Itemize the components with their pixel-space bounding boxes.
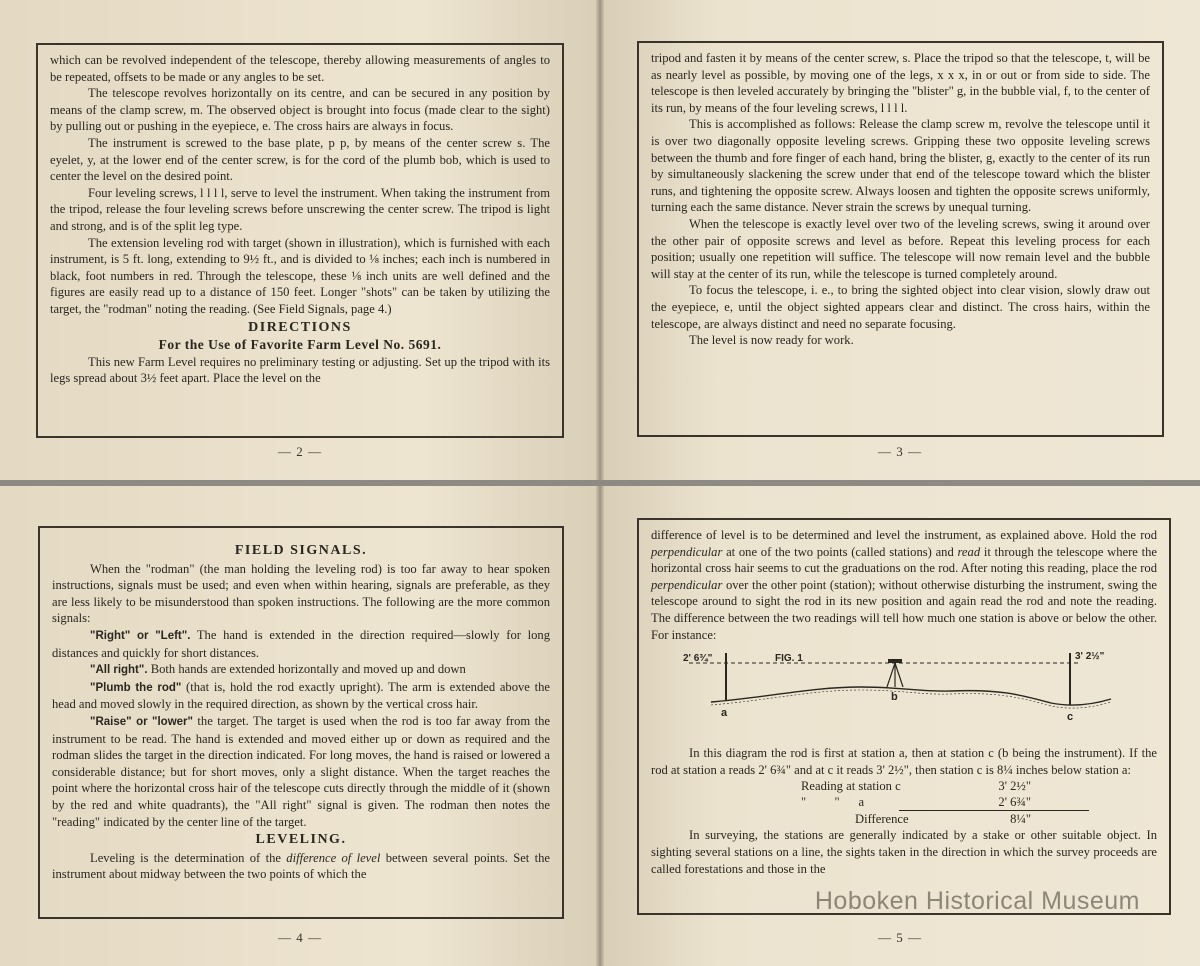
station-c-label: c	[1067, 711, 1074, 724]
museum-watermark: Hoboken Historical Museum	[814, 887, 1140, 915]
page-3-paragraph: To focus the telescope, i. e., to bring the sighted object into clear vision, slowly draw out the eyepiece, e, until the object sighted appears clear and distinct. The cross hairs, within the telescope, are always distinct and need no separate focusing.	[651, 283, 1150, 331]
station-a-label: a	[721, 707, 728, 720]
page-number: — 4 —	[278, 930, 322, 945]
text-run: difference of level is to be determined and level the instrument, as explained above. Hold the rod	[651, 528, 1157, 542]
field-signals-heading: FIELD SIGNALS.	[234, 543, 368, 558]
top-spread	[0, 0, 1200, 480]
page-2-paragraph: This new Farm Level requires no preliminary testing or adjusting. Set up the tripod with its legs spread about 3½ feet apart. Place the level on the	[50, 354, 550, 386]
text-run: it through the telescope where the horizontal cross hair seems to cut the graduations on the rod. After noting this reading, place the rod	[651, 544, 1157, 576]
page-5-paragraph: In surveying, the stations are generally indicated by a stake or other suitable object. In sighting several stations on a line, the sights taken in the direction in which the survey proceeds are called forestations and those in the	[651, 828, 1157, 876]
signal-text: The hand is extended in the direction required—slowly for long distances and quickly for short distances.	[52, 627, 550, 660]
page-3-paragraph: tripod and fasten it by means of the center screw, s. Place the tripod so that the telescope, t, will be as nearly level as possible, by moving one of the legs, x x x, in or out or from side to side. The telescope is then leveled accurately by bringing the "blister" g, in the bubble vial, f, to the center of its run, by means of the four leveling screws, l l l l.	[651, 51, 1150, 115]
signal-raise-lower	[52, 713, 550, 830]
page-number: — 5 —	[878, 930, 922, 945]
signal-all-right	[52, 661, 550, 679]
page-5	[600, 486, 1200, 966]
calc-value: 2' 6¾"	[998, 795, 1031, 810]
page-3-paragraph: When the telescope is exactly level over two of the leveling screws, swing it around over the other pair of opposite screws and level as before. Repeat this leveling process for each position; usually one repetition will suffice. The telescope will now remain level and the bubble will stay at the center of its run, while the telescope is turned completely around.	[651, 216, 1150, 281]
signal-right-left	[52, 627, 550, 661]
book-gutter	[596, 0, 604, 480]
calc-row	[801, 778, 1157, 794]
italic-run: difference of level	[286, 850, 381, 865]
page-2-paragraph: which can be revolved independent of the telescope, thereby allowing measurements of angles to be repeated, offsets to be made or any angles to be set.	[50, 53, 550, 84]
directions-subheading: For the Use of Favorite Farm Level No. 5691.	[158, 337, 442, 353]
page-3	[600, 0, 1200, 480]
instrument-b	[888, 659, 902, 663]
signal-plumb-the-rod	[52, 679, 550, 713]
difference-calculation	[801, 778, 1157, 827]
signal-label: "Plumb the rod"	[90, 681, 182, 694]
page-4-paragraph: When the "rodman" (the man holding the leveling rod) is too far away to hear spoken instructions, signals must be used; and even when within hearing, signals are preferable, as they are less likely to be misunderstood than spoken instructions. The following are the more common signals:	[52, 561, 550, 626]
calc-label: Reading at station c	[801, 779, 901, 794]
page-2	[0, 0, 600, 480]
italic-run: read	[957, 544, 981, 559]
page-5-text-frame	[637, 518, 1171, 915]
figure-1-diagram	[651, 647, 1157, 739]
calc-row	[801, 794, 1157, 810]
signal-label: "Raise" or "lower"	[90, 715, 193, 728]
signal-text: the target. The target is used when the rod is too far away from the instrument to be read. The hand is extended and moved either up or down as required and the rodman slides the target in the direction indicated. For long moves, the hand is raised or lowered a considerable distance; but for short moves, only a slight distance. When the target reaches the point where the horizontal cross hair of the telescope cuts directly through the middle of it (shown by the red and white quadrants), the "All right" signal is given. The rodman then notes the "reading" indicated by the center line of the target.	[52, 713, 550, 829]
page-4-text-frame	[38, 526, 564, 919]
calc-value: 8¼"	[1010, 812, 1031, 827]
page-2-paragraph: Four leveling screws, l l l l, serve to level the instrument. When taking the instrument from the tripod, release the four leveling screws before unscrewing the center screw. The tripod is light and strong, and is of the split leg type.	[50, 185, 550, 233]
station-b-label: b	[891, 691, 898, 704]
page-2-text-frame	[36, 43, 564, 438]
page-number: — 2 —	[278, 444, 322, 459]
signal-text: Both hands are extended horizontally and moved up and down	[147, 662, 466, 677]
text-run: between several points. Set the instrument about midway between the two points of which the	[52, 850, 550, 882]
page-3-paragraph: The level is now ready for work.	[689, 333, 854, 348]
signal-text: (that is, hold the rod exactly upright). The arm is extended above the head and moved slowly in the required direction, as shown by the vertical cross hair.	[52, 679, 550, 712]
reading-c-label: 3' 2½"	[1075, 651, 1105, 663]
signal-label: "Right" or "Left".	[90, 629, 191, 642]
page-3-paragraph: This is accomplished as follows: Release the clamp screw m, revolve the telescope until it is over two diagonally opposite leveling screws. Gripping these two opposite leveling screws between the thumb and fore finger of each hand, bring the blister, g, exactly to the center of its run by simultaneously slackening the screw under that end of the telescope toward which the blister runs, and tightening the opposite screw. Always loosen and tighten the opposite screws uniformly, turning each the same distance. Never strain the screws by unequal turning.	[651, 117, 1150, 215]
calc-row	[801, 811, 1157, 827]
page-number: — 3 —	[878, 444, 922, 459]
tripod-leg	[887, 663, 895, 687]
ground-line	[711, 687, 1111, 705]
italic-run: perpendicular	[651, 577, 723, 592]
bottom-spread	[0, 486, 1200, 966]
calc-value: 3' 2½"	[998, 779, 1031, 794]
signal-label: "All right".	[90, 664, 148, 677]
page-4-paragraph	[52, 850, 550, 883]
calc-label: Difference	[855, 812, 909, 827]
text-run: over the other point (station); without otherwise disturbing the instrument, swing the telescope around to sight the rod in its new position and again read the rod and note the reading. The difference between the two readings will tell how much one station is above or below the other. For instance:	[651, 577, 1157, 642]
text-run: Leveling is the determination of the	[90, 850, 287, 865]
page-2-paragraph: The instrument is screwed to the base plate, p p, by means of the center screw s. The eyelet, y, at the lower end of the center screw, is for the cord of the plumb bob, which is used to center the level on the desired point.	[50, 135, 550, 184]
page-4	[0, 486, 600, 966]
text-run: at one of the two points (called stations) and	[722, 544, 958, 559]
book-gutter	[596, 486, 604, 966]
directions-heading: DIRECTIONS	[248, 319, 352, 335]
tripod-leg	[895, 663, 903, 687]
figure-title: FIG. 1	[775, 653, 803, 665]
page-5-paragraph: In this diagram the rod is first at station a, then at station c (b being the instrument). If the rod at station a reads 2' 6¾" and at c it reads 3' 2½", then station c is 8¼ inches below station a:	[651, 746, 1157, 777]
page-2-paragraph: The extension leveling rod with target (shown in illustration), which is furnished with each instrument, is 5 ft. long, extending to 9½ ft., and is divided to ⅛ inches; each inch is numbered in black, foot numbers in red. Through the telescope, these ⅛ inch units are well defined and the figures are easily read up to a distance of 150 feet. Longer "shots" can be taken by utilizing the target, the "rodman" noting the reading. (See Field Signals, page 4.)	[50, 235, 550, 316]
italic-run: perpendicular	[651, 544, 723, 559]
leveling-heading: LEVELING.	[255, 832, 347, 848]
reading-a-label: 2' 6¾"	[683, 653, 713, 665]
ground-hatch	[711, 690, 1111, 708]
calc-label: " " a	[801, 795, 865, 810]
page-3-text-frame	[637, 41, 1164, 437]
page-5-paragraph	[651, 527, 1157, 643]
page-2-paragraph: The telescope revolves horizontally on its centre, and can be secured in any position by means of the clamp screw, m. The observed object is brought into focus (made clear to the sight) by pulling out or pushing in the eyepiece, e. The cross hairs are always in focus.	[50, 86, 550, 134]
